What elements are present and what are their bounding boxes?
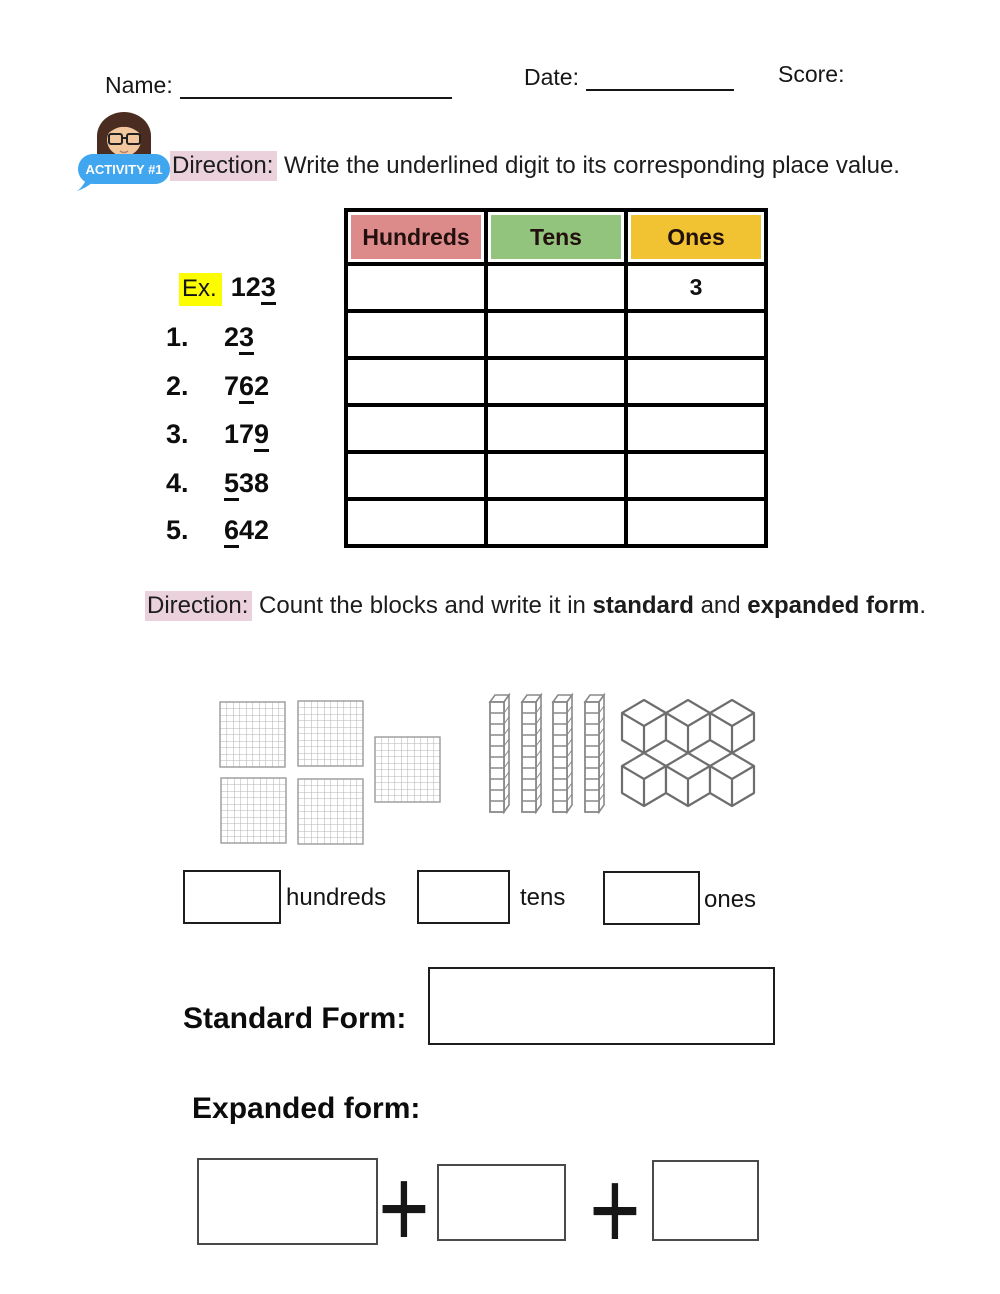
expanded-form-label: Expanded form: xyxy=(192,1092,421,1125)
answer-cell-2-tens[interactable] xyxy=(486,358,626,405)
example-number-prefix: 12 xyxy=(230,272,261,302)
date-blank-line xyxy=(586,89,734,91)
direction-2-text-end: . xyxy=(919,592,926,619)
answer-cell-2-ones[interactable] xyxy=(626,358,766,405)
answer-cell-4-ones[interactable] xyxy=(626,452,766,499)
answer-cell-4-tens[interactable] xyxy=(486,452,626,499)
problem-5-underlined: 6 xyxy=(224,515,239,548)
direction-1 xyxy=(170,152,900,180)
standard-form-input[interactable] xyxy=(428,967,775,1045)
direction-1-keyword: Direction: xyxy=(170,151,277,181)
problem-1-prefix: 2 xyxy=(224,322,240,352)
table-header-hundreds: Hundreds xyxy=(346,210,486,264)
problem-2-suffix: 2 xyxy=(254,371,270,401)
hundreds-count-label: hundreds xyxy=(286,884,387,911)
table-header-row xyxy=(346,210,766,264)
direction-2-text-pre: Count the blocks and write it in xyxy=(252,592,593,619)
problem-3-index: 3. xyxy=(166,419,189,449)
problem-2-prefix: 7 xyxy=(224,371,240,401)
problem-1-index: 1. xyxy=(166,322,189,352)
table-row-5 xyxy=(346,499,766,546)
table-header-ones: Ones xyxy=(626,210,766,264)
tens-count-input[interactable] xyxy=(417,870,510,924)
problem-4-underlined: 5 xyxy=(224,468,239,501)
example-number xyxy=(231,272,276,303)
tens-count-label: tens xyxy=(520,884,566,911)
score-label: Score: xyxy=(778,61,845,87)
problem-4-index: 4. xyxy=(166,468,189,498)
problem-5-suffix: 42 xyxy=(239,515,270,545)
answer-cell-1-hundreds[interactable] xyxy=(346,311,486,358)
answer-cell-1-tens[interactable] xyxy=(486,311,626,358)
problem-3-underlined: 9 xyxy=(254,419,269,452)
plus-sign-1: + xyxy=(378,1143,430,1272)
problem-1-underlined: 3 xyxy=(239,322,254,355)
direction-2-keyword: Direction: xyxy=(145,591,252,621)
problem-3-number xyxy=(224,419,269,450)
problem-2-underlined: 6 xyxy=(239,371,254,404)
problem-2-number xyxy=(224,371,269,402)
tens-rods xyxy=(490,695,604,812)
answer-cell-5-tens[interactable] xyxy=(486,499,626,546)
problem-4-number xyxy=(224,468,269,499)
direction-1-text: Write the underlined digit to its corresponding place value. xyxy=(277,152,900,179)
problem-1 xyxy=(166,322,254,353)
problem-5 xyxy=(166,515,269,546)
answer-cell-5-ones[interactable] xyxy=(626,499,766,546)
expanded-form-input-2[interactable] xyxy=(437,1164,566,1241)
answer-cell-3-ones[interactable] xyxy=(626,405,766,452)
table-row-4 xyxy=(346,452,766,499)
example-hundreds-cell[interactable] xyxy=(346,264,486,311)
expanded-form-input-3[interactable] xyxy=(652,1160,759,1241)
problem-3 xyxy=(166,419,269,450)
ones-count-label: ones xyxy=(704,886,757,913)
example-problem xyxy=(179,272,276,306)
standard-form-label: Standard Form: xyxy=(183,1002,407,1035)
answer-cell-1-ones[interactable] xyxy=(626,311,766,358)
direction-2-bold-standard: standard xyxy=(592,592,694,619)
date-label: Date: xyxy=(524,64,579,90)
activity-bubble xyxy=(77,154,170,191)
table-row-3 xyxy=(346,405,766,452)
answer-cell-3-tens[interactable] xyxy=(486,405,626,452)
example-number-underlined: 3 xyxy=(261,272,276,305)
example-tens-cell[interactable] xyxy=(486,264,626,311)
example-ones-cell: 3 xyxy=(626,264,766,311)
ones-count-input[interactable] xyxy=(603,871,700,925)
direction-2 xyxy=(145,592,926,620)
activity-badge xyxy=(76,110,176,192)
answer-cell-4-hundreds[interactable] xyxy=(346,452,486,499)
activity-badge-label: ACTIVITY #1 xyxy=(85,162,163,177)
hundreds-flats xyxy=(220,701,440,844)
example-label: Ex. xyxy=(179,273,222,306)
direction-2-bold-expanded: expanded form xyxy=(747,592,920,619)
problem-5-index: 5. xyxy=(166,515,189,545)
problem-2-index: 2. xyxy=(166,371,189,401)
plus-sign-2: + xyxy=(589,1145,641,1274)
problem-5-number xyxy=(224,515,269,546)
table-row-2 xyxy=(346,358,766,405)
answer-cell-3-hundreds[interactable] xyxy=(346,405,486,452)
expanded-form-input-1[interactable] xyxy=(197,1158,378,1245)
place-value-table xyxy=(344,208,768,548)
hundreds-count-input[interactable] xyxy=(183,870,281,924)
base-ten-blocks-figure xyxy=(200,688,760,863)
problem-3-prefix: 17 xyxy=(224,419,255,449)
table-header-tens: Tens xyxy=(486,210,626,264)
name-label: Name: xyxy=(105,72,173,98)
name-blank-line xyxy=(180,97,452,99)
table-row-1 xyxy=(346,311,766,358)
ones-cubes xyxy=(622,700,754,806)
problem-1-number xyxy=(224,322,254,353)
answer-cell-2-hundreds[interactable] xyxy=(346,358,486,405)
direction-2-text-mid: and xyxy=(693,592,748,619)
answer-cell-5-hundreds[interactable] xyxy=(346,499,486,546)
problem-4-suffix: 38 xyxy=(239,468,270,498)
problem-4 xyxy=(166,468,269,499)
table-row-example xyxy=(346,264,766,311)
problem-2 xyxy=(166,371,269,402)
